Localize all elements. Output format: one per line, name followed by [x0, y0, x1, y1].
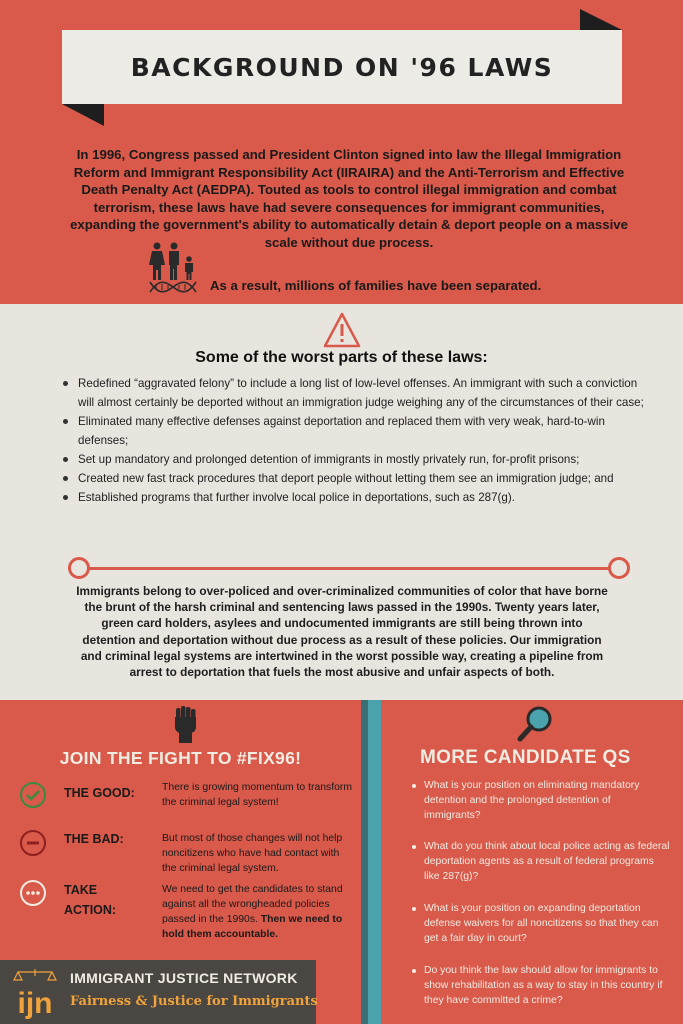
law-name-aedpa: Anti-Terrorism and Effective Death Penalty Act (AEDPA).: [81, 164, 625, 197]
org-tagline: Fairness & Justice for Immigrants: [70, 994, 318, 1009]
questions-title: MORE CANDIDATE QS: [420, 747, 631, 768]
action-text: [162, 882, 352, 942]
worst-parts-heading: Some of the worst parts of these laws:: [195, 349, 488, 366]
logo-letters: ijn: [17, 987, 53, 1020]
bad-text: But most of those changes will not help noncitizens who have had contact with the criminal legal system.: [162, 833, 343, 874]
dna-icon: [148, 280, 198, 294]
list-item: What is your position on expanding deportation defense waivers for all noncitizens so that they can get a fair day in court?: [412, 901, 670, 946]
ijn-logo: [8, 966, 62, 1020]
check-mark: [22, 784, 44, 806]
action-text-bold: Then we need to hold them accountable.: [162, 914, 343, 940]
list-item: Established programs that further involve local police in deportations, such as 287(g).: [58, 488, 648, 507]
worst-parts-list: [58, 374, 648, 507]
result-statement: As a result, millions of families have been separated.: [210, 278, 542, 293]
page-title: BACKGROUND ON '96 LAWS: [130, 52, 554, 82]
divider-dot-right: [608, 557, 630, 579]
join-title: JOIN THE FIGHT TO #FIX96!: [59, 748, 302, 768]
list-item: What do you think about local police acting as federal deportation agents as a result of federal programs like 287(g)?: [412, 839, 670, 884]
stripe-teal: [368, 700, 381, 1024]
list-item: Set up mandatory and prolonged detention of immigrants in mostly privately run, for-profit prisons;: [58, 450, 648, 469]
intro-paragraph: [62, 146, 636, 251]
list-item: Redefined “aggravated felony” to include a long list of low-level offenses. An immigrant with such a conviction will almost certainly be deported without an immigration judge weighing any of the circumstances of their case;: [58, 374, 648, 412]
intro-text-1: In 1996, Congress passed and President Clinton signed into law the: [76, 147, 505, 162]
intro-text-2: and the: [394, 164, 448, 180]
ellipsis-mark: [22, 882, 44, 904]
minus-icon: [20, 830, 46, 856]
list-item: Created new fast track procedures that deport people without letting them see an immigration judge; and: [58, 469, 648, 488]
minus-mark: [22, 832, 44, 854]
more-icon: [20, 880, 46, 906]
action-label: [64, 880, 116, 920]
bad-label: THE BAD:: [64, 832, 124, 846]
check-icon: [20, 782, 46, 808]
action-text-main: We need to get the candidates to stand against all the wrongheaded policies passed in the 1990s.: [162, 884, 343, 925]
pipeline-paragraph: Immigrants belong to over-policed and over-criminalized communities of color that have borne the brunt of the harsh criminal and sentencing laws passed in the 1990s. Twenty years later, green card holders, asylees and undocumented immigrants are still being thrown into detention and deportation without due process as a result of these policies. Our immigration and criminal legal systems are intertwined in the worst possible way, creating a pipeline from arrest to deportation that fuels the most abusive and unfair aspects of both.: [76, 584, 608, 680]
divider-dot-left: [68, 557, 90, 579]
intro-text-3: Touted as tools to control illegal immigration and combat terrorism, these laws have had severe consequences for immigrant communities, expanding the government's ability to automatically detain & deport people on a massive scale without due process.: [70, 182, 628, 250]
org-name: IMMIGRANT JUSTICE NETWORK: [70, 970, 298, 986]
section-divider: [68, 557, 630, 579]
warning-icon: [323, 312, 361, 348]
divider-line: [86, 567, 612, 570]
raised-fist-icon: [172, 705, 198, 743]
stripe-dark: [361, 700, 368, 1024]
list-item: Do you think the law should allow for immigrants to show rehabilitation as a way to stay in this country if they have committed a crime?: [412, 963, 670, 1008]
good-label: THE GOOD:: [64, 786, 135, 800]
magnifier-icon: [515, 704, 555, 744]
action-label-line-2: ACTION:: [64, 903, 117, 917]
list-item: Eliminated many effective defenses against deportation and replaced them with very weak, hard-to-win defenses;: [58, 412, 648, 450]
family-icon: [148, 242, 196, 280]
title-banner: [62, 30, 622, 104]
action-label-line-1: TAKE: [64, 883, 98, 897]
law-name-iiraira: Illegal Immigration Reform and Immigrant Responsibility Act (IIRAIRA): [73, 147, 622, 180]
good-text: There is growing momentum to transform the criminal legal system!: [162, 782, 352, 808]
list-item: What is your position on eliminating mandatory detention and the prolonged detention of immigrants?: [412, 778, 670, 823]
